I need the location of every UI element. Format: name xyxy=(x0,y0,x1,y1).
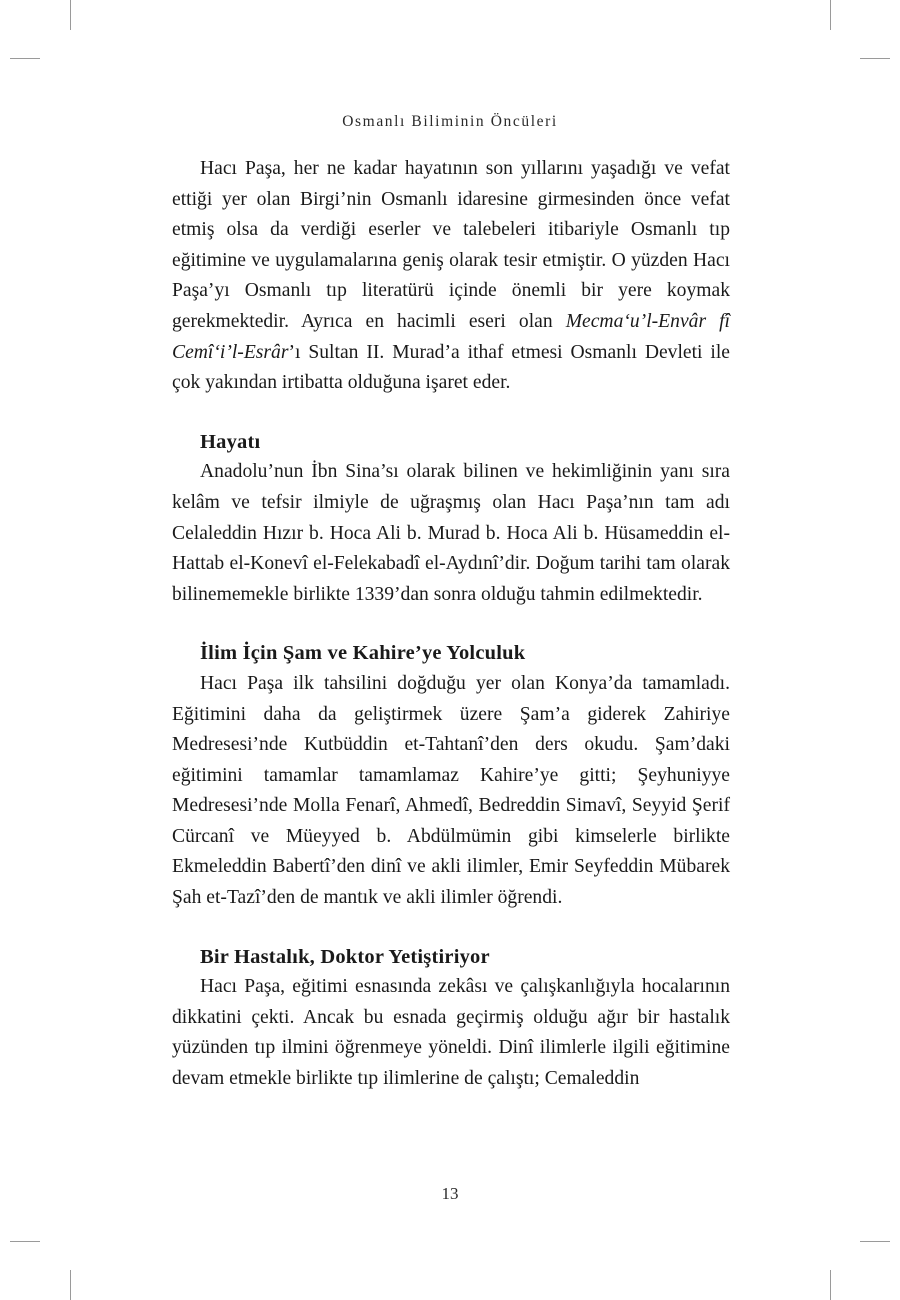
section-paragraph-hayati: Anadolu’nun İbn Sina’sı olarak bilinen ve hekimliğinin yanı sıra kelâm ve tefsir ilmiyle de uğraşmış olan Hacı Paşa’nın tam adı Celaleddin Hızır b. Hoca Ali b. Murad b. Hoca Ali b. Hüsameddin el-Hattab el-Konevî el-Felekabadî el-Aydınî’dir. Doğum tarihi tam olarak bilinememekle birlikte 1339’dan sonra olduğu tahmin edilmektedir. xyxy=(172,461,730,605)
crop-mark-left-bottom xyxy=(10,1241,40,1242)
section-heading-hastalik: Bir Hastalık, Doktor Yetiştiriyor xyxy=(200,945,490,968)
intro-paragraph xyxy=(172,154,730,399)
crop-mark-right-top xyxy=(860,58,890,59)
section-paragraph-hastalik: Hacı Paşa, eğitimi esnasında zekâsı ve çalışkanlığıyla hocalarının dikkatini çekti. Ancak bu esnada geçirmiş olduğu ağır bir hastalık yüzünden tıp ilmini öğrenmeye yöneldi. Dinî ilimlerle ilgili eğitimine devam etmekle birlikte tıp ilimlerine de çalıştı; Cemaleddin xyxy=(172,976,730,1090)
crop-mark-top-left xyxy=(70,0,71,30)
page-body xyxy=(172,154,730,1095)
crop-mark-right-bottom xyxy=(860,1241,890,1242)
section-heading-yolculuk: İlim İçin Şam ve Kahire’ye Yolculuk xyxy=(200,642,526,665)
intro-text-end: ’ı Sultan II. Murad’a ithaf etmesi Osmanlı Devleti ile çok yakından irtibatta olduğuna işaret eder. xyxy=(172,341,730,394)
book-title: Mecma‘u’l-Envâr fî Cemî‘i’l-Esrâr xyxy=(172,310,731,363)
crop-mark-top-right xyxy=(830,0,831,30)
page-number: 13 xyxy=(441,1184,459,1203)
section-paragraph-yolculuk: Hacı Paşa ilk tahsilini doğduğu yer olan Konya’da tamamladı. Eğitimini daha da geliştirmek üzere Şam’a giderek Zahiriye Medresesi’nde Kutbüddin et-Tahtanî’den ders okudu. Şam’daki eğitimini tamamlar tamamlamaz Kahire’ye gitti; Şeyhuniyye Medresesi’nde Molla Fenarî, Ahmedî, Bedreddin Simavî, Seyyid Şerif Cürcanî ve Müeyyed b. Abdülmümin gibi kimselerle birlikte Ekmeleddin Babertî’den dinî ve akli ilimler, Emir Seyfeddin Mübarek Şah et-Tazî’den de mantık ve akli ilimler öğrendi. xyxy=(172,672,730,909)
section-heading-hayati: Hayatı xyxy=(200,430,261,453)
crop-mark-bottom-right xyxy=(830,1270,831,1300)
running-head: Osmanlı Biliminin Öncüleri xyxy=(342,113,558,130)
intro-text-start: Hacı Paşa, her ne kadar hayatının son yıllarını yaşadığı ve vefat ettiği yer olan Birgi’nin Osmanlı idaresine girmesinden önce vefat etmiş olsa da verdiği eserler ve talebeleri itibariyle Osmanlı tıp eğitimine ve uygulamalarına geniş olarak tesir etmiştir. O yüzden Hacı Paşa’yı Osmanlı tıp literatürü içinde önemli bir yere koymak gerekmektedir. Ayrıca en hacimli eseri olan xyxy=(172,158,730,332)
crop-mark-bottom-left xyxy=(70,1270,71,1300)
crop-mark-left-top xyxy=(10,58,40,59)
